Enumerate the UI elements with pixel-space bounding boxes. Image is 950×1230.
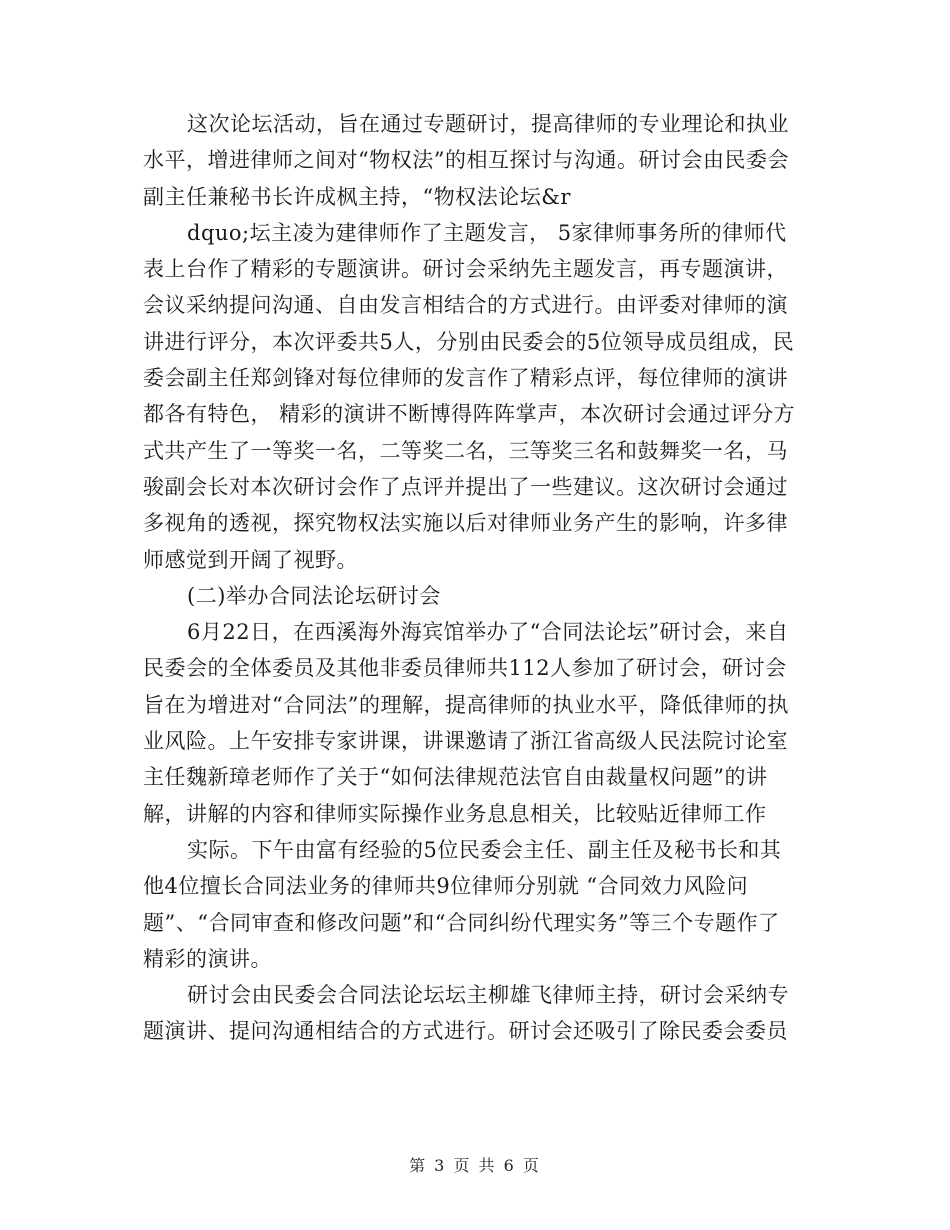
paragraph-forum-intro: 这次论坛活动，旨在通过专题研讨，提高律师的专业理论和执业水平，增进律师之间对“物权法”的相互探讨与沟通。研讨会由民委会副主任兼秘书长许成枫主持，“物权法论坛&r xyxy=(143,112,789,209)
paragraph-contract-seminar: 6月22日，在西溪海外海宾馆举办了“合同法论坛”研讨会，来自民委会的全体委员及其他非委员律师共112人参加了研讨会，研讨会旨在为增进对“合同法”的理解，提高律师的执业水平，降低律师的执业风险。上午安排专家讲课，讲课邀请了浙江省高级人民法院讨论室主任魏新璋老师作了关于“如何法律规范法官自由裁量权问题”的讲解，讲解的内容和律师实际操作业务息息相关，比较贴近律师工作 xyxy=(143,620,789,826)
paragraph-forum-details: dquo;坛主凌为建律师作了主题发言， 5家律师事务所的律师代表上台作了精彩的专题演讲。研讨会采纳先主题发言，再专题演讲，会议采纳提问沟通、自由发言相结合的方式进行。由评委对律师的演讲进行评分，本次评委共5人，分别由民委会的5位领导成员组成，民委会副主任郑剑锋对每位律师的发言作了精彩点评，每位律师的演讲都各有特色， 精彩的演讲不断博得阵阵掌声，本次研讨会通过评分方式共产生了一等奖一名，二等奖二名，三等奖三名和鼓舞奖一名，马骏副会长对本次研讨会作了点评并提出了一些建议。这次研讨会通过多视角的透视，探究物权法实施以后对律师业务产生的影响，许多律师感觉到开阔了视野。 xyxy=(143,220,796,572)
document-body xyxy=(143,106,801,1050)
section-heading-contract-law: (二)举办合同法论坛研讨会 xyxy=(187,583,441,608)
paragraph-seminar-host: 研讨会由民委会合同法论坛坛主柳雄飞律师主持，研讨会采纳专题演讲、提问沟通相结合的方式进行。研讨会还吸引了除民委会委员 xyxy=(143,983,789,1044)
paragraph-afternoon-sessions: 实际。下午由富有经验的5位民委会主任、副主任及秘书长和其他4位擅长合同法业务的律师共9位律师分别就 “合同效力风险问题”、“合同审查和修改问题”和“合同纠纷代理实务”等三个专题作了精彩的演讲。 xyxy=(143,837,782,971)
page-number-footer: 第 3 页 共 6 页 xyxy=(409,1156,541,1175)
